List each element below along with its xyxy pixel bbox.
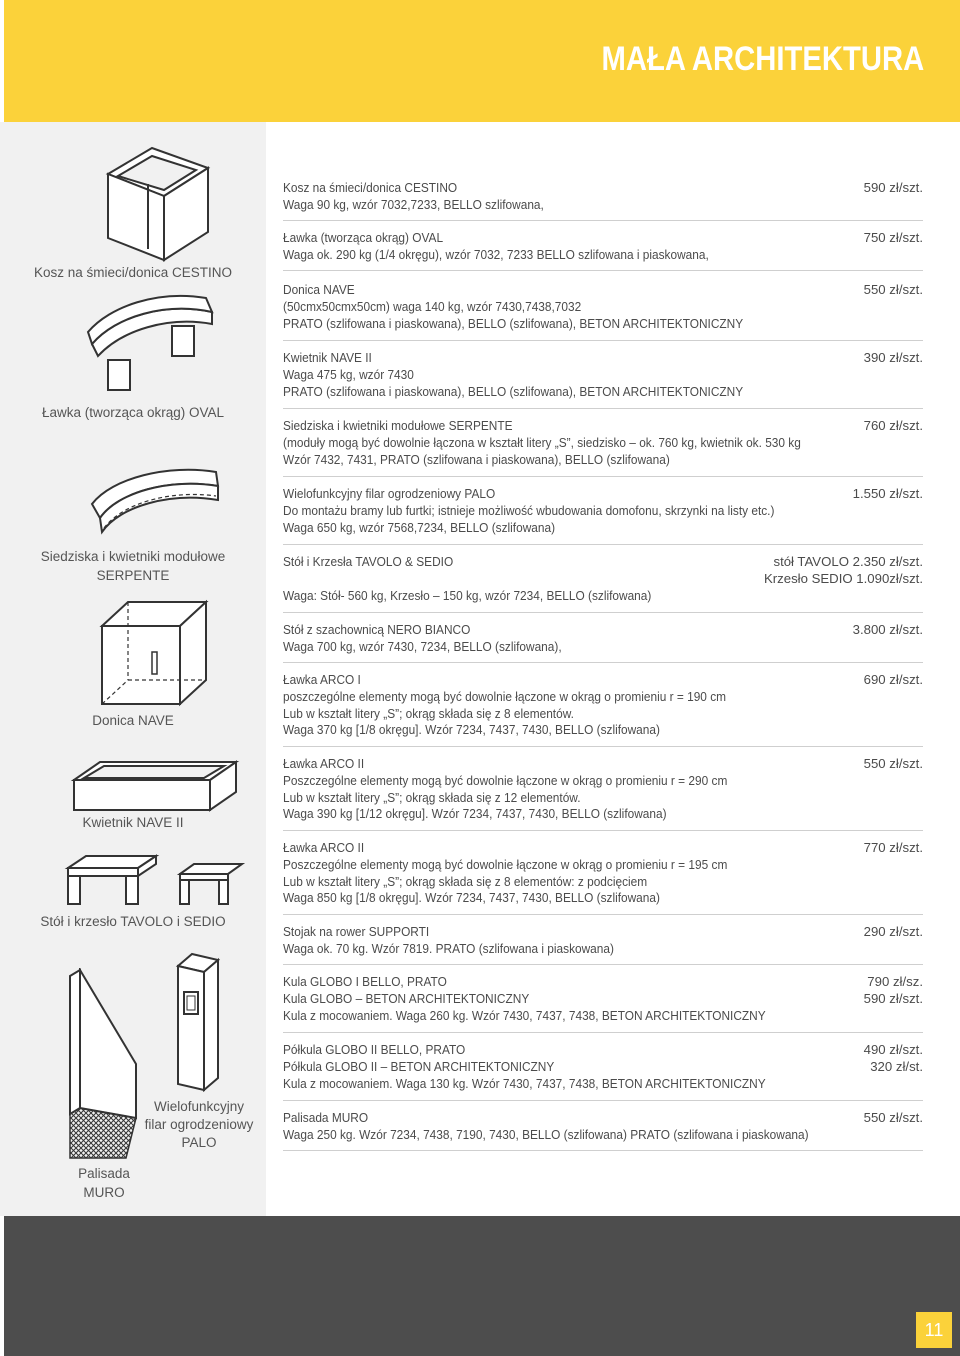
product-detail-line: Waga 700 kg, wzór 7430, 7234, BELLO (szlifowana),: [283, 638, 562, 654]
product-description: [283, 672, 843, 739]
product-name: Ławka ARCO I: [283, 672, 361, 687]
product-description: [283, 180, 843, 214]
product-price: [864, 974, 923, 1008]
price-value: 290 zł/szt.: [863, 924, 923, 939]
product-detail-line: Waga 250 kg. Wzór 7234, 7438, 7190, 7430, BELLO (szlifowana) PRATO (szlifowana i piaskowana): [283, 1126, 809, 1142]
product-price: [853, 486, 923, 503]
label-serpente-1: Siedziska i kwietniki modułowe: [40, 549, 226, 564]
price-value: 770 zł/szt.: [863, 840, 923, 855]
product-description: [283, 554, 843, 604]
price-row: [283, 756, 923, 831]
product-detail-line: Waga 650 kg, wzór 7568,7234, BELLO (szlifowana): [283, 519, 556, 535]
product-detail-line: Waga 850 kg [1/8 okręgu]. Wzór 7234, 7437, 7430, BELLO (szlifowana): [283, 890, 660, 906]
label-muro-1: Palisada: [78, 1166, 130, 1181]
product-detail-line: Wzór 7432, 7431, PRATO (szlifowana i piaskowana), BELLO (szlifowana): [283, 451, 670, 467]
price-value: 590 zł/szt.: [863, 990, 923, 1006]
label-nave: Donica NAVE: [92, 713, 174, 728]
product-price: [864, 924, 923, 941]
product-price: [864, 230, 923, 247]
price-row: [283, 622, 923, 663]
product-detail-line: Kula z mocowaniem. Waga 130 kg. Wzór 7430, 7437, 7438, BETON ARCHITEKTONICZNY: [283, 1075, 766, 1091]
price-row: [283, 974, 923, 1033]
price-value: 320 zł/st.: [870, 1058, 923, 1074]
price-row: [283, 418, 923, 477]
price-value: 760 zł/szt.: [863, 418, 923, 433]
product-description: [283, 756, 843, 823]
product-description: [283, 622, 843, 656]
product-description: [283, 282, 843, 332]
product-detail-line: Waga 370 kg [1/8 okręgu]. Wzór 7234, 7437, 7430, BELLO (szlifowana): [283, 722, 660, 738]
product-description: [283, 350, 843, 400]
product-detail-line: Lub w kształt litery „S”; okrąg składa się z 8 elementów: z podcięciem: [283, 873, 648, 889]
tavolo-illustration: [64, 854, 160, 906]
product-name: Wielofunkcyjny filar ogrodzeniowy PALO: [283, 486, 496, 501]
product-detail-line: Waga ok. 70 kg. Wzór 7819. PRATO (szlifowana i piaskowana): [283, 940, 614, 956]
product-description: [283, 486, 843, 536]
left-illustration-panel: [0, 122, 266, 1216]
label-palo-1: Wielofunkcyjny: [153, 1099, 245, 1114]
product-detail-line: Półkula GLOBO II – BETON ARCHITEKTONICZNY: [283, 1058, 555, 1074]
product-detail-line: (moduły mogą być dowolnie łączona w kształt litery „S”, siedzisko – ok. 760 kg, kwietnik ok. 530 kg: [283, 434, 801, 450]
muro-illustration: [66, 968, 140, 1164]
product-detail-line: poszczególne elementy mogą być dowolnie łączone w okrąg o promieniu r = 190 cm: [283, 688, 727, 704]
serpente-illustration: [88, 458, 222, 538]
product-description: [283, 974, 843, 1024]
product-price: [864, 672, 923, 689]
price-row: [283, 180, 923, 221]
product-detail-line: PRATO (szlifowana i piaskowana), BELLO (szlifowana), BETON ARCHITEKTONICZNY: [283, 315, 744, 331]
price-row: [283, 1042, 923, 1101]
price-value: 3.800 zł/szt.: [852, 622, 923, 637]
label-oval: Ławka (tworząca okrąg) OVAL: [41, 405, 225, 420]
product-detail-line: Kula z mocowaniem. Waga 260 kg. Wzór 7430, 7437, 7438, BETON ARCHITEKTONICZNY: [283, 1007, 766, 1023]
price-row: [283, 554, 923, 613]
price-value: 790 zł/sz.: [867, 974, 923, 989]
price-row: [283, 1110, 923, 1151]
product-detail-line: [283, 571, 787, 588]
header-bar: [4, 0, 960, 122]
product-price: [864, 282, 923, 299]
product-name: Ławka ARCO II: [283, 840, 365, 855]
product-price: [864, 1042, 923, 1076]
product-price: [864, 756, 923, 773]
product-name: Kwietnik NAVE II: [283, 350, 372, 365]
price-value: 690 zł/szt.: [863, 672, 923, 687]
product-detail-line: Do montażu bramy lub furtki; istnieje możliwość wbudowania domofonu, skrzynki na listy etc.): [283, 502, 775, 518]
label-palo-3: PALO: [181, 1135, 217, 1150]
palo-illustration: [172, 952, 222, 1094]
product-name: Siedziska i kwietniki modułowe SERPENTE: [283, 418, 513, 433]
cestino-illustration: [104, 144, 214, 264]
price-value: 1.550 zł/szt.: [852, 486, 923, 501]
price-row: [283, 350, 923, 409]
product-detail-line: (50cmx50cmx50cm) waga 140 kg, wzór 7430,7438,7032: [283, 298, 582, 314]
product-name: Stojak na rower SUPPORTI: [283, 924, 430, 939]
product-detail-line: PRATO (szlifowana i piaskowana), BELLO (szlifowana), BETON ARCHITEKTONICZNY: [283, 383, 744, 399]
price-value: 490 zł/szt.: [863, 1042, 923, 1057]
product-detail-line: Poszczególne elementy mogą być dowolnie łączone w okrąg o promieniu r = 195 cm: [283, 856, 728, 872]
nave-illustration: [98, 598, 212, 708]
product-detail-line: Lub w kształt litery „S”; okrąg składa się z 12 elementów.: [283, 789, 581, 805]
price-value: 550 zł/szt.: [863, 1110, 923, 1125]
product-detail-line: Lub w kształt litery „S”; okrąg składa się z 8 elementów.: [283, 705, 574, 721]
product-name: Donica NAVE: [283, 282, 355, 297]
label-nave-ii: Kwietnik NAVE II: [82, 815, 184, 830]
product-name: Palisada MURO: [283, 1110, 369, 1125]
sedio-illustration: [176, 862, 246, 906]
price-value: stół TAVOLO 2.350 zł/szt.: [773, 554, 923, 569]
product-description: [283, 1110, 843, 1144]
product-description: [283, 230, 843, 264]
page-title: MAŁA ARCHITEKTURA: [601, 40, 924, 78]
product-detail-line: Waga: Stół- 560 kg, Krzesło – 150 kg, wzór 7234, BELLO (szlifowana): [283, 587, 652, 603]
product-name: Stół i Krzesła TAVOLO & SEDIO: [283, 554, 454, 569]
label-serpente-2: SERPENTE: [96, 568, 170, 583]
product-price: [853, 622, 923, 639]
product-name: Kula GLOBO I BELLO, PRATO: [283, 974, 447, 989]
label-cestino: Kosz na śmieci/donica CESTINO: [33, 265, 233, 280]
product-detail-line: Waga 475 kg, wzór 7430: [283, 366, 414, 382]
product-description: [283, 924, 843, 958]
price-row: [283, 282, 923, 341]
product-detail-line: Waga ok. 290 kg (1/4 okręgu), wzór 7032, 7233 BELLO szlifowana i piaskowana,: [283, 246, 709, 262]
product-description: [283, 840, 843, 907]
price-value: Krzesło SEDIO 1.090zł/szt.: [763, 570, 923, 586]
product-name: Kosz na śmieci/donica CESTINO: [283, 180, 458, 195]
product-name: Ławka (tworząca okrąg) OVAL: [283, 230, 444, 245]
price-row: [283, 672, 923, 747]
price-value: 750 zł/szt.: [863, 230, 923, 245]
product-price: [864, 418, 923, 435]
price-row: [283, 924, 923, 965]
product-description: [283, 1042, 843, 1092]
product-detail-line: Kula GLOBO – BETON ARCHITEKTONICZNY: [283, 990, 530, 1006]
product-detail-line: Poszczególne elementy mogą być dowolnie łączone w okrąg o promieniu r = 290 cm: [283, 772, 728, 788]
product-name: Ławka ARCO II: [283, 756, 365, 771]
label-palo-2: filar ogrodzeniowy: [144, 1117, 254, 1132]
oval-bench-illustration: [86, 290, 222, 396]
product-description: [283, 418, 843, 468]
footer-bar: [4, 1216, 960, 1356]
product-price: [864, 180, 923, 197]
product-price: [864, 350, 923, 367]
page-number: 11: [916, 1312, 952, 1348]
price-value: 550 zł/szt.: [863, 756, 923, 771]
label-muro-2: MURO: [83, 1185, 125, 1200]
price-row: [283, 486, 923, 545]
product-name: Półkula GLOBO II BELLO, PRATO: [283, 1042, 466, 1057]
product-name: Stół z szachownicą NERO BIANCO: [283, 622, 471, 637]
product-price: [864, 1110, 923, 1127]
product-price: [764, 554, 923, 588]
price-row: [283, 230, 923, 271]
price-value: 550 zł/szt.: [863, 282, 923, 297]
product-price: [864, 840, 923, 857]
product-detail-line: Waga 390 kg [1/12 okręgu]. Wzór 7234, 7437, 7430, BELLO (szlifowana): [283, 806, 667, 822]
product-detail-line: Waga 90 kg, wzór 7032,7233, BELLO szlifowana,: [283, 196, 544, 212]
label-tavolo: Stół i krzesło TAVOLO i SEDIO: [40, 914, 226, 929]
price-value: 390 zł/szt.: [863, 350, 923, 365]
price-row: [283, 840, 923, 915]
price-value: 590 zł/szt.: [863, 180, 923, 195]
nave-ii-illustration: [70, 758, 240, 814]
